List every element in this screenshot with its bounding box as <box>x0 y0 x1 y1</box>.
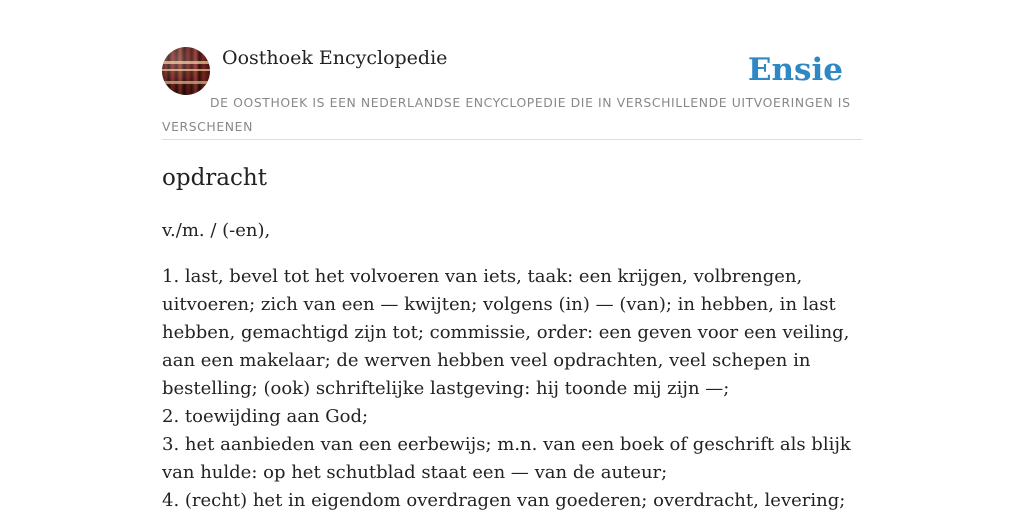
site-description: DE OOSTHOEK IS EEN NEDERLANDSE ENCYCLOPEDIE DIE IN VERSCHILLENDE UITVOERINGEN IS VERSCHENEN <box>162 95 851 134</box>
definition-sense: 3. het aanbieden van een eerbewijs; m.n. van een boek of geschrift als blijk van hulde: op het schutblad staat een — van de auteur; <box>162 434 851 483</box>
entry-headword: opdracht <box>162 165 267 191</box>
ensie-logo-link[interactable]: Ensie <box>747 52 843 88</box>
definition-sense: 4. (recht) het in eigendom overdragen van goederen; overdracht, levering; <box>162 490 846 511</box>
definition-sense: 1. last, bevel tot het volvoeren van iets, taak: een krijgen, volbrengen, uitvoeren; zich van een — kwijten; volgens (in) — (van); in hebben, in last hebben, gemachtigd zijn tot; commissie, order: een geven voor een veiling, aan een makelaar; de werven hebben veel opdrachten, veel schepen in bestelling; (ook) schriftelijke lastgeving: hij toonde mij zijn —; <box>162 266 850 399</box>
definition-sense: 2. toewijding aan God; <box>162 406 369 427</box>
encyclopedia-books-avatar[interactable] <box>162 47 210 95</box>
entry-definition <box>162 263 862 512</box>
site-title-link[interactable]: Oosthoek Encyclopedie <box>222 47 448 69</box>
site-header <box>162 46 862 140</box>
entry-grammar: v./m. / (-en), <box>162 220 271 241</box>
